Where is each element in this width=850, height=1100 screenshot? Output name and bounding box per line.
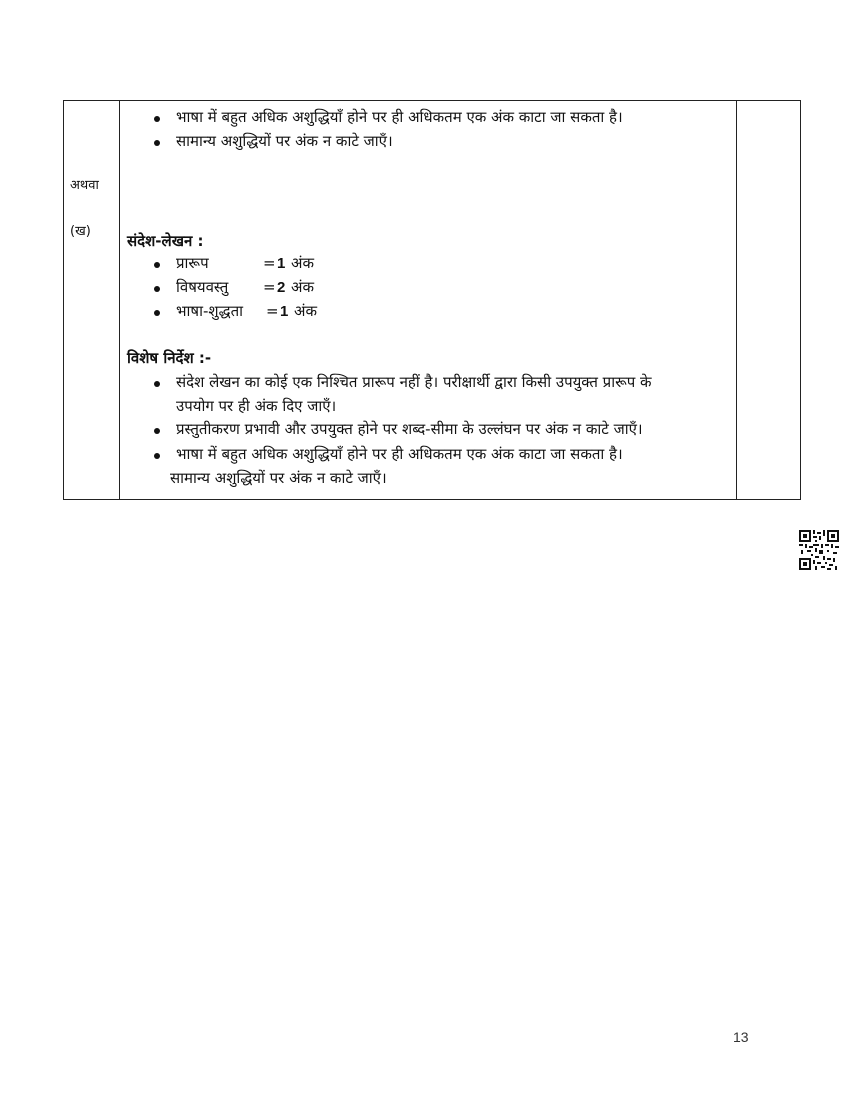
- list-item: भाषा में बहुत अधिक अशुद्धियाँ होने पर ही अधिकतम एक अंक काटा जा सकता है।: [176, 108, 623, 126]
- bullet-icon: [154, 453, 160, 459]
- message-writing-heading: संदेश-लेखन :: [127, 232, 204, 250]
- bullet-icon: [154, 140, 160, 146]
- marks-item: विषयवस्तु: [176, 278, 229, 296]
- instruction-line: भाषा में बहुत अधिक अशुद्धियाँ होने पर ही अधिकतम एक अंक काटा जा सकता है।: [176, 445, 623, 463]
- or-label: अथवा: [70, 178, 99, 193]
- column-divider-right: [736, 101, 737, 499]
- qr-code-icon: [799, 530, 839, 570]
- option-label: (ख): [70, 224, 91, 239]
- marks-eq: =: [263, 254, 276, 272]
- marks-unit: अंक: [291, 278, 314, 296]
- instruction-line: प्रस्तुतीकरण प्रभावी और उपयुक्त होने पर शब्द-सीमा के उल्लंघन पर अंक न काटे जाएँ।: [176, 420, 643, 438]
- instruction-line: उपयोग पर ही अंक दिए जाएँ।: [176, 397, 337, 415]
- bullet-icon: [154, 116, 160, 122]
- marking-scheme-table: [63, 100, 801, 500]
- marks-item: प्रारूप: [176, 254, 209, 272]
- marks-eq: =: [263, 278, 276, 296]
- column-divider-left: [119, 101, 120, 499]
- marks-value: 1: [277, 255, 286, 272]
- instruction-line: सामान्य अशुद्धियों पर अंक न काटे जाएँ।: [170, 469, 387, 487]
- special-instructions-heading: विशेष निर्देश :-: [127, 349, 212, 367]
- marks-item: भाषा-शुद्धता: [176, 302, 244, 320]
- bullet-icon: [154, 428, 160, 434]
- bullet-icon: [154, 262, 160, 268]
- marks-unit: अंक: [294, 302, 317, 320]
- bullet-icon: [154, 381, 160, 387]
- marks-value: 2: [277, 279, 286, 296]
- instruction-line: संदेश लेखन का कोई एक निश्चित प्रारूप नहीं है। परीक्षार्थी द्वारा किसी उपयुक्त प्रारूप के: [176, 373, 652, 391]
- bullet-icon: [154, 286, 160, 292]
- marks-value: 1: [280, 303, 289, 320]
- bullet-icon: [154, 310, 160, 316]
- marks-eq: =: [266, 302, 279, 320]
- page-number: 13: [733, 1029, 749, 1045]
- marks-unit: अंक: [291, 254, 314, 272]
- list-item: सामान्य अशुद्धियों पर अंक न काटे जाएँ।: [176, 132, 393, 150]
